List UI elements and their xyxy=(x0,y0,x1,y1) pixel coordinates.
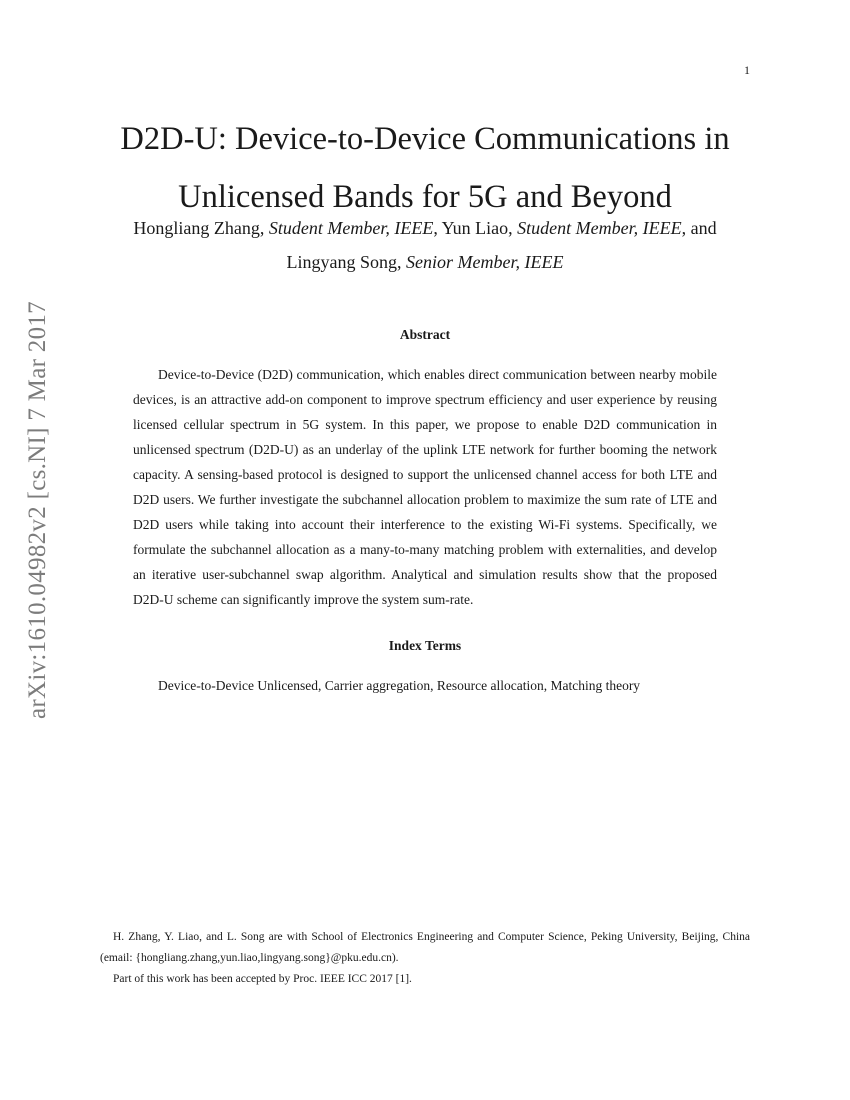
paper-title: D2D-U: Device-to-Device Communications in Unlicensed Bands for 5G and Beyond xyxy=(120,120,730,215)
arxiv-identifier: arXiv:1610.04982v2 [cs.NI] 7 Mar 2017 xyxy=(24,301,51,719)
author-separator: , xyxy=(433,218,442,238)
abstract-text: Device-to-Device (D2D) communication, which enables direct communication between nearby mobile devices, is an attractive add-on component to improve spectrum efficiency and user experience by reusing licensed cellular spectrum in 5G system. In this paper, we propose to enable D2D communication in unlicensed spectrum (D2D-U) as an underlay of the uplink LTE network for further booming the network capacity. A sensing-based protocol is designed to support the unlicensed channel access for both LTE and D2D users. We further investigate the subchannel allocation problem to maximize the sum rate of LTE and D2D users while taking into account their interference to the existing Wi-Fi systems. Specifically, we formulate the subchannel allocation as a many-to-many matching problem with externalities, and develop an iterative user-subchannel swap algorithm. Analytical and simulation results show that the proposed D2D-U scheme can significantly improve the system sum-rate. xyxy=(133,367,717,607)
author-separator: , xyxy=(508,218,518,238)
author-membership: Student Member, IEEE xyxy=(268,218,434,238)
author-block xyxy=(60,211,790,279)
author-name: Hongliang Zhang xyxy=(133,218,260,238)
author-separator: , xyxy=(397,252,407,272)
author-name: Lingyang Song xyxy=(286,252,398,272)
abstract-heading: Abstract xyxy=(399,327,451,342)
page-number: 1 xyxy=(744,63,750,77)
publication-footnote: Part of this work has been accepted by Proc. IEEE ICC 2017 [1]. xyxy=(113,973,412,985)
index-terms-heading: Index Terms xyxy=(388,638,462,653)
author-name: Yun Liao xyxy=(441,218,509,238)
affiliation-footnote: H. Zhang, Y. Liao, and L. Song are with School of Electronics Engineering and Computer Science, Peking University, Beijing, China (email: {hongliang.zhang,yun.liao,lingyang.song}@pku.edu.cn). xyxy=(100,931,750,964)
author-separator: , xyxy=(259,218,269,238)
author-separator: , and xyxy=(681,218,717,238)
author-membership: Senior Member, IEEE xyxy=(406,252,564,272)
author-membership: Student Member, IEEE xyxy=(517,218,682,238)
index-terms-text: Device-to-Device Unlicensed, Carrier aggregation, Resource allocation, Matching theory xyxy=(158,678,641,693)
footnote-block xyxy=(100,927,750,990)
